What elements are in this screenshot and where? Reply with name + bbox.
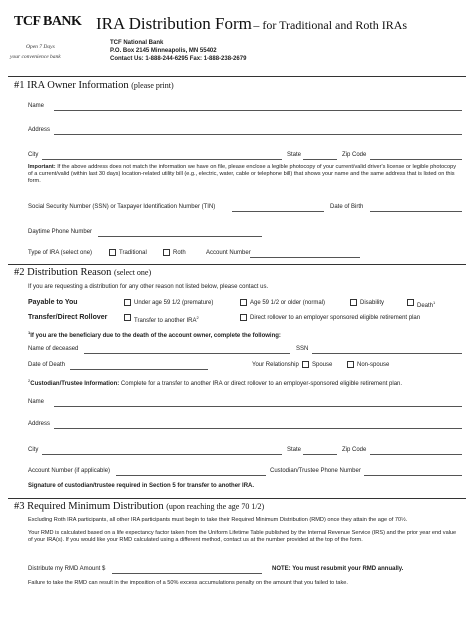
custodian-account-label: Account Number (if applicable) [28,468,111,474]
beneficiary-note: $^1$If you are the beneficiary due to the death of the account owner, complete the following: [28,330,281,339]
form-title [96,14,407,34]
section1-title: #1 IRA Owner Information (please print) [14,80,174,91]
roth-checkbox[interactable] [163,249,170,256]
owner-name-input[interactable] [54,102,462,111]
custodian-state-input[interactable] [303,446,337,455]
section3-title: #3 Required Minimum Distribution (upon reaching the age 70 1/2) [14,501,265,512]
age-59-label: Age 59 1/2 or older (normal) [250,300,326,306]
custodian-state-label: State [287,447,302,453]
form-title-suffix: – for Traditional and Roth IRAs [253,18,408,32]
logo-wordmark: TCF BANK [14,14,82,29]
owner-phone-label: Daytime Phone Number [28,229,93,235]
deceased-ssn-label: SSN [296,346,309,352]
logo-tagline-convenience: your convenience bank [10,54,61,60]
rmd-paragraph-1: Excluding Roth IRA participants, all other IRA participants must begin to take their Required Minimum Distribution (RMD) once they attain the age of 70½. [28,517,408,523]
custodian-info-note: $^2$Custodian/Trustee Information: Complete for a transfer to another IRA or direct rollover to an employer-sponsored eligible retirement plan. [28,378,403,387]
spouse-label: Spouse [312,362,333,368]
under-59-label: Under age 59 1/2 (premature) [134,300,214,306]
death-checkbox[interactable] [407,299,414,306]
rmd-amount-label: Distribute my RMD Amount $ [28,566,106,572]
ira-account-number-input[interactable] [250,249,360,258]
custodian-city-label: City [28,447,39,453]
under-59-checkbox[interactable] [124,299,131,306]
age-59-checkbox[interactable] [240,299,247,306]
owner-ssn-label: Social Security Number (SSN) or Taxpayer Identification Number (TIN) [28,204,216,210]
custodian-account-input[interactable] [116,467,266,476]
transfer-ira-label: Transfer to another IRA$^2$ [134,315,199,324]
custodian-zip-label: Zip Code [342,447,367,453]
bank-name: TCF National Bank [110,40,164,46]
distribution-intro: If you are requesting a distribution for any other reason not listed below, please contact us. [28,284,269,290]
custodian-name-label: Name [28,399,45,405]
rmd-penalty-paragraph: Failure to take the RMD can result in the imposition of a 50% excess accumulations penalty on the amount that you failed to take. [28,580,348,586]
custodian-zip-input[interactable] [370,446,462,455]
owner-zip-input[interactable] [370,151,462,160]
owner-dob-input[interactable] [370,203,462,212]
owner-name-label: Name [28,103,45,109]
section2-title: #2 Distribution Reason (select one) [14,267,152,278]
traditional-label: Traditional [119,250,147,256]
custodian-name-input[interactable] [54,398,462,407]
death-label: Death$^1$ [417,300,436,309]
payable-to-you-label: Payable to You [28,299,78,306]
roth-label: Roth [173,250,186,256]
logo-tagline-open: Open 7 Days [26,44,55,50]
custodian-address-input[interactable] [54,420,462,429]
deceased-name-label: Name of deceased [28,346,79,352]
deceased-ssn-input[interactable] [312,345,462,354]
signature-note: Signature of custodian/trustee required in Section 5 for transfer to another IRA. [28,483,255,489]
transfer-rollover-label: Transfer/Direct Rollover [28,314,108,321]
ira-account-number-label: Account Number [206,250,251,256]
date-of-death-input[interactable] [70,361,208,370]
bank-address: P.O. Box 2145 Minneapolis, MN 55402 [110,48,217,54]
section1-divider [8,76,466,77]
owner-phone-input[interactable] [98,228,262,237]
transfer-ira-checkbox[interactable] [124,314,131,321]
owner-dob-label: Date of Birth [330,204,364,210]
non-spouse-label: Non-spouse [357,362,390,368]
custodian-address-label: Address [28,421,51,427]
deceased-name-input[interactable] [84,345,290,354]
section2-divider [8,264,466,265]
section3-divider [8,498,466,499]
bank-contact: Contact Us: 1-888-244-6295 Fax: 1-888-238-2679 [110,56,247,62]
custodian-phone-input[interactable] [364,467,462,476]
rmd-paragraph-2: Your RMD is calculated based on a life expectancy factor taken from the Uniform Lifetime Table published by the Internal Revenue Service (IRS) and the prior year end value of your IRA(s). If you would like your RMD calculated using a different method, contact us at the number provided at the top of the form. [28,530,457,543]
custodian-city-input[interactable] [42,446,282,455]
form-title-main: IRA Distribution Form [96,14,252,33]
rmd-amount-input[interactable] [112,565,262,574]
owner-zip-label: Zip Code [342,152,367,158]
owner-address-input[interactable] [54,126,462,135]
owner-ssn-input[interactable] [232,203,324,212]
important-note: Important: If the above address does not match the information we have on file, please enclose a legible photocopy of your current/valid driver's license or legible photocopy of a current/valid (within last 30 days) location-related utility bill (e.g., electric, water, cable or telephone bill) that shows your name and the same address that is listed on this form. [28,164,456,184]
date-of-death-label: Date of Death [28,362,66,368]
non-spouse-checkbox[interactable] [347,361,354,368]
owner-city-input[interactable] [42,151,282,160]
disability-label: Disability [360,300,385,306]
owner-address-label: Address [28,127,51,133]
disability-checkbox[interactable] [350,299,357,306]
spouse-checkbox[interactable] [302,361,309,368]
direct-rollover-checkbox[interactable] [240,314,247,321]
owner-city-label: City [28,152,39,158]
traditional-checkbox[interactable] [109,249,116,256]
custodian-phone-label: Custodian/Trustee Phone Number [270,468,361,474]
tcf-logo [8,10,90,64]
relationship-label: Your Relationship [252,362,299,368]
rmd-resubmit-note: NOTE: You must resubmit your RMD annually. [272,566,404,572]
owner-state-label: State [287,152,302,158]
owner-state-input[interactable] [303,151,337,160]
ira-type-label: Type of IRA (select one) [28,250,93,256]
direct-rollover-label: Direct rollover to an employer sponsored eligible retirement plan [250,315,421,321]
